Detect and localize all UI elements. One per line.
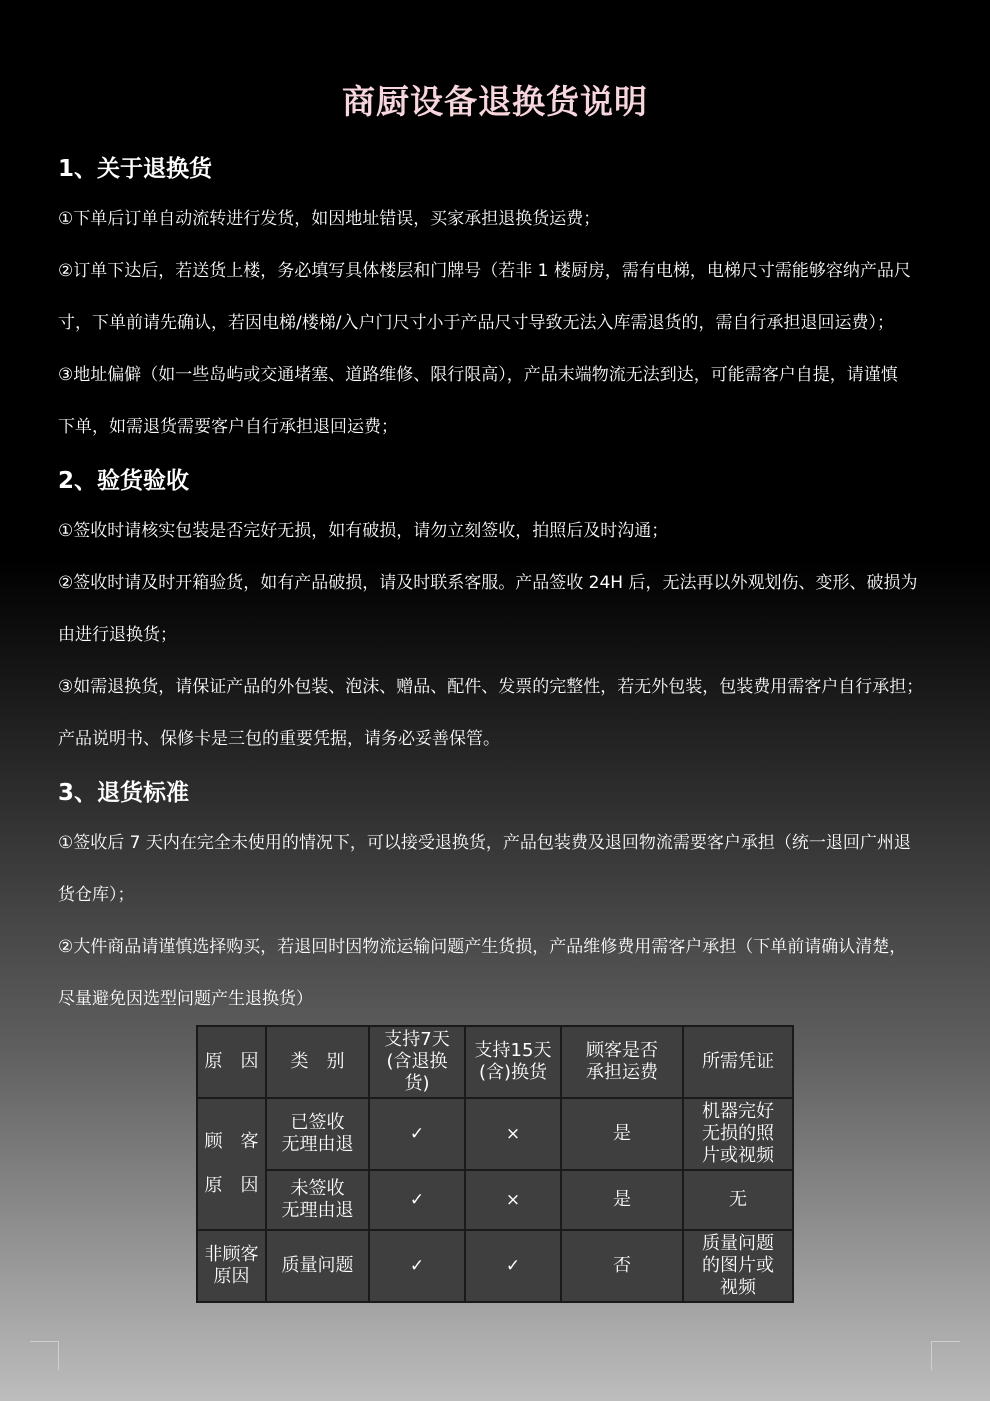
header-shipping-fee: 顾客是否 承担运费 — [561, 1026, 683, 1098]
cell-proof: 质量问题 的图片或 视频 — [683, 1230, 793, 1302]
table-row — [197, 1098, 793, 1170]
paragraph-line: 货仓库）； — [58, 885, 135, 905]
section-heading-returns: 1、关于退换货 — [58, 156, 213, 182]
cell-7-day: ✓ — [369, 1098, 465, 1170]
cell-7-day: ✓ — [369, 1170, 465, 1230]
page-corner-mark-left — [30, 1341, 59, 1370]
table-row — [197, 1170, 793, 1230]
paragraph-line: ③如需退换货，请保证产品的外包装、泡沫、赠品、配件、发票的完整性，若无外包装，包装费用需客户自行承担； — [58, 677, 924, 697]
cell-category: 未签收 无理由退 — [266, 1170, 369, 1230]
cell-category: 质量问题 — [266, 1230, 369, 1302]
table-header-row — [197, 1026, 793, 1098]
section-heading-inspection: 2、验货验收 — [58, 468, 190, 494]
paragraph-line: ②订单下达后，若送货上楼，务必填写具体楼层和门牌号（若非 1 楼厨房，需有电梯，电梯尺寸需能够容纳产品尺 — [58, 261, 911, 281]
cell-7-day: ✓ — [369, 1230, 465, 1302]
paragraph-line: 产品说明书、保修卡是三包的重要凭据，请务必妥善保管。 — [58, 729, 500, 749]
section-heading-return-standard: 3、退货标准 — [58, 780, 190, 806]
cell-category: 已签收 无理由退 — [266, 1098, 369, 1170]
header-7-day: 支持7天 (含退换货) — [369, 1026, 465, 1098]
return-policy-table — [196, 1025, 794, 1303]
cell-proof: 无 — [683, 1170, 793, 1230]
header-15-day: 支持15天 (含)换货 — [465, 1026, 561, 1098]
cell-15-day: ✓ — [465, 1230, 561, 1302]
cell-shipping-fee: 是 — [561, 1098, 683, 1170]
paragraph-line: ①签收时请核实包装是否完好无损，如有破损，请勿立刻签收，拍照后及时沟通； — [58, 521, 669, 541]
page-corner-mark-right — [931, 1341, 960, 1370]
paragraph-line: 下单，如需退货需要客户自行承担退回运费； — [58, 417, 398, 437]
group-customer-reason: 顾 客 原 因 — [197, 1098, 266, 1230]
paragraph-line: 尽量避免因选型问题产生退换货） — [58, 989, 313, 1009]
cell-15-day: × — [465, 1098, 561, 1170]
header-reason: 原 因 — [197, 1026, 266, 1098]
cell-15-day: × — [465, 1170, 561, 1230]
group-non-customer-reason: 非顾客 原因 — [197, 1230, 266, 1302]
cell-shipping-fee: 否 — [561, 1230, 683, 1302]
header-category: 类 别 — [266, 1026, 369, 1098]
paragraph-line: ②大件商品请谨慎选择购买，若退回时因物流运输问题产生货损，产品维修费用需客户承担（下单前请确认清楚， — [58, 937, 907, 957]
paragraph-line: ①签收后 7 天内在完全未使用的情况下，可以接受退换货，产品包装费及退回物流需要客户承担（统一退回广州退 — [58, 833, 911, 853]
paragraph-line: ②签收时请及时开箱验货，如有产品破损，请及时联系客服。产品签收 24H 后，无法再以外观划伤、变形、破损为 — [58, 573, 918, 593]
header-proof: 所需凭证 — [683, 1026, 793, 1098]
table-row — [197, 1230, 793, 1302]
paragraph-line: 由进行退换货； — [58, 625, 177, 645]
paragraph-line: ①下单后订单自动流转进行发货，如因地址错误，买家承担退换货运费； — [58, 209, 601, 229]
cell-proof: 机器完好 无损的照 片或视频 — [683, 1098, 793, 1170]
cell-shipping-fee: 是 — [561, 1170, 683, 1230]
paragraph-line: 寸，下单前请先确认，若因电梯/楼梯/入户门尺寸小于产品尺寸导致无法入库需退货的，需自行承担退回运费）； — [58, 313, 894, 333]
paragraph-line: ③地址偏僻（如一些岛屿或交通堵塞、道路维修、限行限高），产品末端物流无法到达，可能需客户自提，请谨慎 — [58, 365, 898, 385]
page-title: 商厨设备退换货说明 — [342, 82, 648, 121]
